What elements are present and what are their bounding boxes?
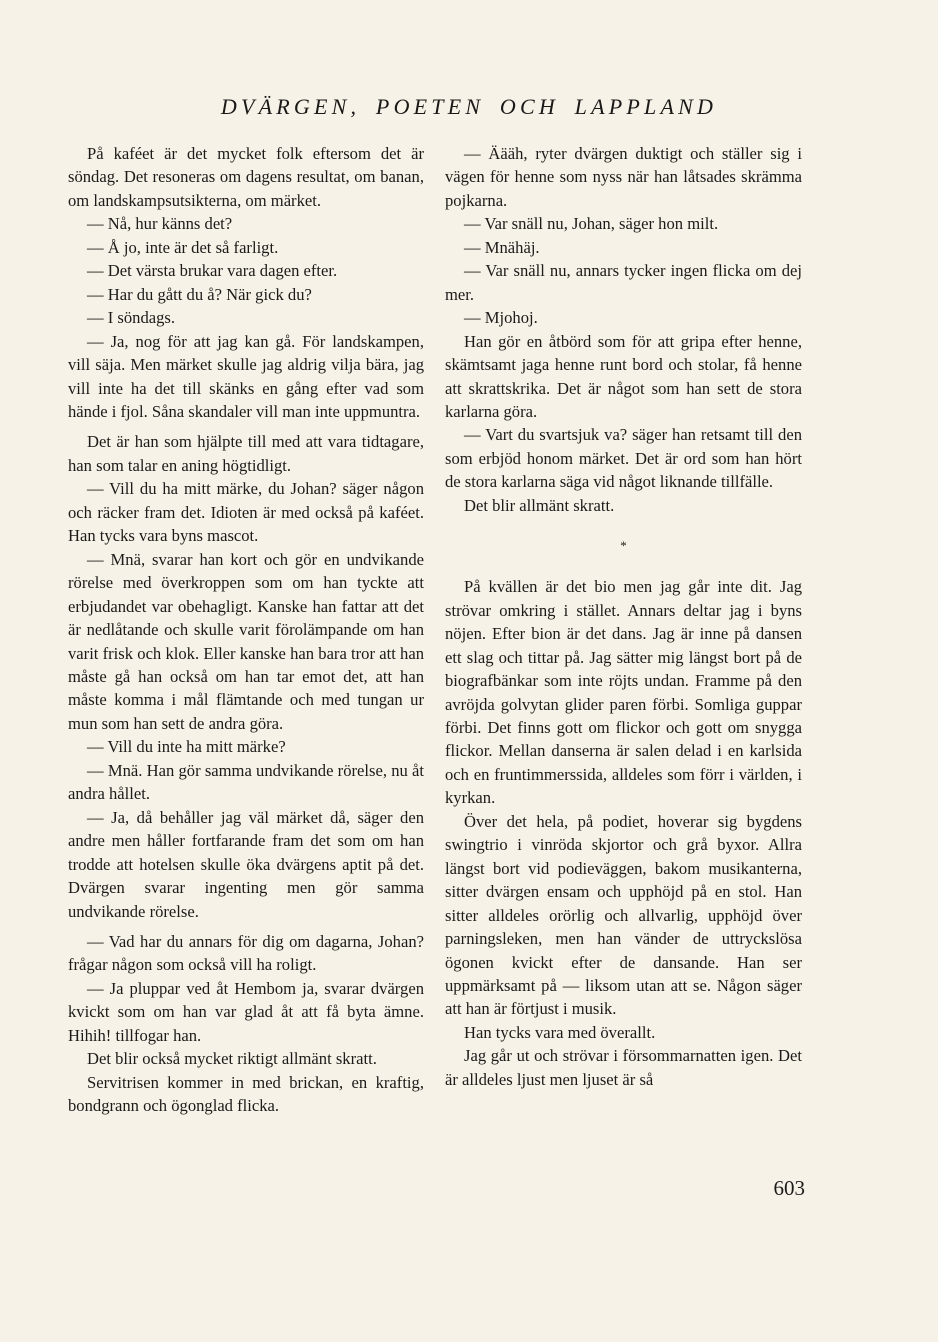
paragraph: Han tycks vara med överallt. (464, 1022, 656, 1042)
paragraph: Jag går ut och strövar i försommarnatten igen. Det är alldeles ljust men ljuset är så (445, 1046, 802, 1089)
dialogue-line: — Mnähäj. (464, 237, 540, 257)
dialogue-line: — Ja pluppar ved åt Hembom ja, svarar dvärgen kvickt som om han var glad åt att få byta ämne. Hihih! tillfogar han. (68, 978, 424, 1045)
paragraph: Servitrisen kommer in med brickan, en kraftig, bondgrann och ögonglad flicka. (68, 1072, 424, 1116)
dialogue-line: — Mnä, svarar han kort och gör en undvikande rörelse med överkroppen som om han tyckte att erbjudandet var obehagligt. Kanske han fattar att det är nedlåtande och skulle varit förolämpande om han varit frisk och klok. Eller kanske han bara tror att han måste gå han också om han tar emot det, att han måste komma i mål flämtande och med tungan ur mun som han sett de andra göra. (68, 549, 424, 733)
running-title: DVÄRGEN, POETEN OCH LAPPLAND (220, 94, 718, 119)
dialogue-line: — Nå, hur känns det? (87, 214, 233, 234)
paragraph: Han gör en åtbörd som för att gripa efter henne, skämtsamt jaga henne runt bord och stolar, få henne att skrattskrika. Det är något som han sett de stora karlarna göra. (445, 331, 802, 421)
dialogue-line: — Var snäll nu, Johan, säger hon milt. (464, 214, 719, 234)
left-column (68, 142, 424, 1118)
paragraph: På kvällen är det bio men jag går inte dit. Jag strövar omkring i stället. Annars deltar jag i byns nöjen. Efter bion är det dans. Jag är inne på dansen ett slag och tittar på. Jag sätter mig längst bort på de biografbänkar som inte röjts undan. Framme på den avröjda golvytan glider paren förbi. Somliga guppar förbi. Det finns gott om flickor och gott om snygga flickor. Mellan danserna är salen delad i en karlsida och en fruntimmerssida, alldeles som förr i världen, i kyrkan. (445, 577, 802, 808)
paragraph: Över det hela, på podiet, hoverar sig bygdens swingtrio i vinröda skjortor och grå byxor. Allra längst bort vid podieväggen, bakom musikanterna, sitter dvärgen ensam och upphöjd på en stol. Han sitter alldeles orörlig och allvarlig, upphöjd över parningsleken, men han vänder de uttryckslösa ögonen kvickt efter de dansande. Han ser uppmärksamt på — liksom utan att se. Någon säger att han är förtjust i musik. (445, 811, 802, 1019)
paragraph: På kaféet är det mycket folk eftersom det är söndag. Det resoneras om dagens resultat, om banan, om landskampsutsikterna, om märket. (68, 144, 424, 210)
dialogue-line: — Å jo, inte är det så farligt. (87, 237, 279, 257)
dialogue-line: — Ja, då behåller jag väl märket då, säger den andre men håller fortfarande fram det som om han trodde att hotelsen skulle öka dvärgens aptit på det. Dvärgen svarar ingenting men gör samma undvikande rörelse. (68, 807, 424, 921)
dialogue-line: — Har du gått du å? När gick du? (87, 284, 312, 304)
paragraph: Det blir allmänt skratt. (464, 495, 615, 515)
dialogue-line: — Vart du svartsjuk va? säger han retsamt till den som erbjöd honom märket. Det är ord som han hört de stora karlarna säga vid något liknande tillfälle. (445, 425, 802, 492)
section-break-asterisk: * (620, 538, 627, 554)
dialogue-line: — Det värsta brukar vara dagen efter. (87, 261, 338, 281)
dialogue-line: — Mjohoj. (464, 308, 538, 328)
dialogue-line: — Vad har du annars för dig om dagarna, Johan? frågar någon som också vill ha roligt. (68, 931, 424, 975)
dialogue-line: — Ja, nog för att jag kan gå. För landskampen, vill säja. Men märket skulle jag aldrig vilja bära, jag vill inte ha det till skänks en gång efter vad som hände i fjol. Såna skandaler vill man inte uppmuntra. (68, 331, 424, 421)
right-column (445, 142, 802, 1091)
dialogue-line: — Var snäll nu, annars tycker ingen flicka om dej mer. (445, 261, 802, 304)
dialogue-line: — Mnä. Han gör samma undvikande rörelse, nu åt andra hållet. (68, 760, 424, 804)
paragraph: Det är han som hjälpte till med att vara tidtagare, han som talar en aning högtidligt. (68, 432, 424, 475)
page-number: 603 (773, 1176, 805, 1200)
dialogue-line: — I söndags. (87, 308, 176, 328)
dialogue-line: — Vill du inte ha mitt märke? (87, 737, 286, 757)
dialogue-line: — Äääh, ryter dvärgen duktigt och ställer sig i vägen för henne som nyss när han låtsades skrämma pojkarna. (445, 144, 802, 210)
dialogue-line: — Vill du ha mitt märke, du Johan? säger någon och räcker fram det. Idioten är med också på kaféet. Han tycks vara byns mascot. (68, 479, 424, 546)
paragraph: Det blir också mycket riktigt allmänt skratt. (87, 1049, 377, 1069)
